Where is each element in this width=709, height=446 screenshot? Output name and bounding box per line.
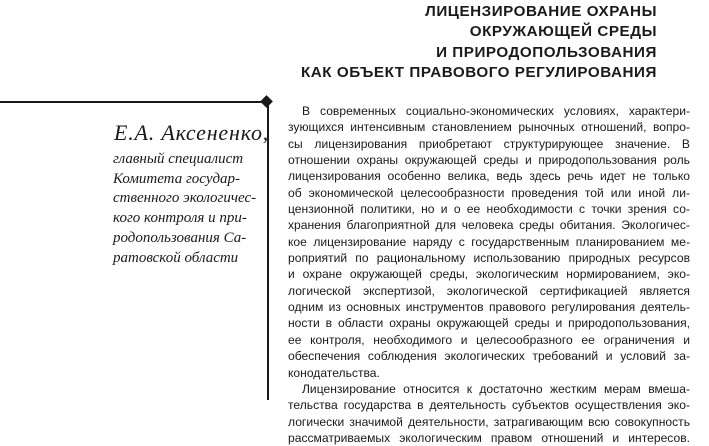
affiliation-line: родопользования Са- bbox=[113, 229, 247, 246]
body-line: В современных социально-экономических условиях, характери- bbox=[302, 104, 690, 118]
body-line: сы лицензирования приобретают структурирующее значение. В bbox=[288, 136, 690, 151]
body-line: ее контроля, необходимого и целесообразного ее ограничения и bbox=[288, 332, 690, 347]
affiliation-line: кого контроля и при- bbox=[113, 210, 247, 227]
horizontal-rule bbox=[0, 101, 268, 103]
body-line: конодательства. bbox=[288, 365, 380, 380]
body-line: кое лицензирование наряду с государственным планированием ме- bbox=[288, 234, 690, 249]
body-line: хранения благоприятной для человека среды обитания. Экологичес- bbox=[288, 218, 690, 233]
body-line: об экономической целесообразности проведения той или иной ли- bbox=[288, 185, 690, 200]
author-name: Е.А. Аксененко, bbox=[114, 120, 270, 145]
body-line: логически значимой деятельности, затрагивающим всю совокупность bbox=[288, 414, 690, 429]
article-title bbox=[217, 2, 657, 84]
affiliation-line: главный специалист bbox=[113, 151, 244, 167]
title-line: И ПРИРОДОПОЛЬЗОВАНИЯ bbox=[436, 43, 657, 61]
body-line: ности в области охраны окружающей среды и природопользования, bbox=[288, 316, 690, 331]
body-line: зующихся интенсивным становлением рыночных отношений, вопро- bbox=[288, 120, 690, 135]
body-line: тельства государства в деятельность субъектов осуществления эко- bbox=[288, 398, 690, 413]
title-line: КАК ОБЪЕКТ ПРАВОВОГО РЕГУЛИРОВАНИЯ bbox=[300, 64, 657, 82]
body-line: Лицензирование относится к достаточно жестким мерам вмеша- bbox=[302, 381, 690, 396]
body-line: лицензирования особенно велика, ведь здесь речь идет не только bbox=[288, 169, 690, 184]
affiliation-line: Комитета государ- bbox=[113, 170, 241, 187]
body-line: цензионной политики, но и о ее необходимости с точки зрения со- bbox=[288, 202, 690, 217]
diamond-ornament-icon bbox=[260, 95, 273, 108]
body-line: и охране окружающей среды, экологическим нормированием, эко- bbox=[288, 267, 690, 282]
article-body bbox=[288, 103, 690, 446]
body-line: рассматриваемых экологическим правом отношений и интересов. bbox=[288, 430, 690, 445]
affiliation-line: ратовской области bbox=[113, 249, 239, 266]
title-line: ЛИЦЕНЗИРОВАНИЕ ОХРАНЫ bbox=[425, 3, 657, 20]
title-line: ОКРУЖАЮЩЕЙ СРЕДЫ bbox=[469, 23, 657, 41]
body-line: обеспечения соблюдения экологических требований и условий за- bbox=[288, 349, 690, 364]
affiliation-line: ственного экологичес- bbox=[113, 190, 257, 207]
author-affiliation bbox=[113, 150, 273, 268]
body-line: логической экспертизой, экологической сертификацией является bbox=[288, 283, 690, 298]
body-line: одним из основных инструментов правового регулирования деятель- bbox=[288, 300, 690, 315]
body-line: роприятий по рациональному использованию природных ресурсов bbox=[288, 251, 690, 266]
body-line: отношении охраны окружающей среды и природопользования роль bbox=[288, 153, 690, 168]
